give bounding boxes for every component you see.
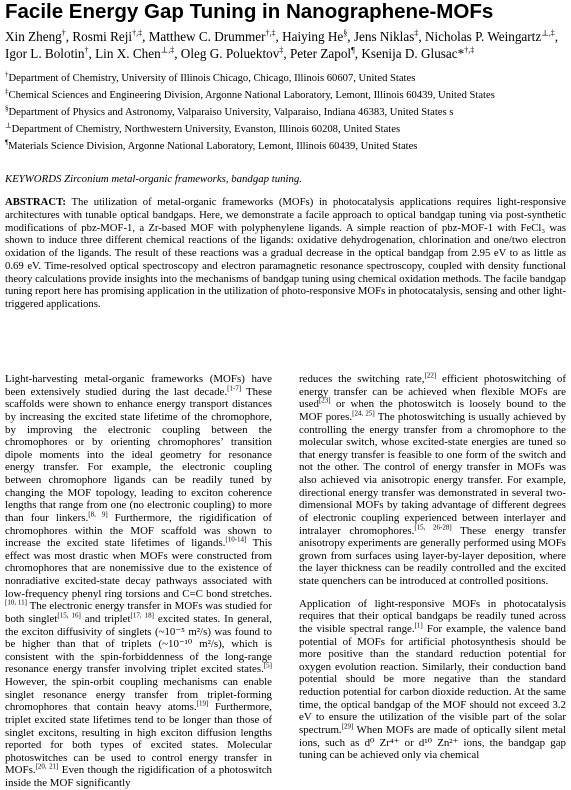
citation[interactable]: [15, 26-28]	[414, 522, 452, 531]
text-run: However, the spin-orbit coupling mechanisms can enable singlet resonance energy transfer from triplet-forming chromophores that contain heavy atoms.	[5, 676, 272, 714]
author-list: Xin Zheng†, Rosmi Reji†,‡, Matthew C. Drummer†,‡, Haiying He§, Jens Niklas‡, Nicholas P. Weingartz⊥,‡, Igor L. Bolotin†, Lin X. Chen⊥,‡, Oleg G. Poluektov‡, Peter Zapol¶, Ksenija D. Glusac*†,‡	[5, 28, 559, 61]
body-column-left	[5, 373, 272, 790]
citation[interactable]: [15, 16]	[57, 611, 81, 620]
text-run: and triplet	[80, 612, 131, 625]
author-affiliation-mark: §	[343, 28, 348, 38]
author-name: Haiying He	[282, 29, 344, 44]
author-affiliation-mark: ‡	[414, 28, 419, 38]
text-run: reduces the switching rate,	[299, 373, 425, 385]
affiliation-mark: †	[5, 70, 9, 79]
abstract-text: The utilization of metal-organic frameworks (MOFs) in photocatalysis applications requires light-responsive architectures with tunable optical bandgaps. Here, we demonstrate a facile approach to optical bandgap tuning via post-synthetic modifications of pbz-MOF-1, a Zr-based MOF with polyphenylene ligands. A simple reaction of pbz-MOF-1 with FeCl₃ was shown to induce three different chemical reactions of the ligands: oxidative dehydrogenation, chlorination and one/two electron oxidation of the ligands. The result of these reactions was a gradual decrease in the optical bandgap from 2.95 eV to as little as 0.69 eV. Time-resolved optical spectroscopy and electron paramagnetic resonance spectroscopy, coupled with density functional theory calculations provide insights into the mechanisms of bandgap tuning using chemical oxidation methods. The facile bandgap tuning report here has promising application in the utilization of photo-responsive MOFs in photocatalysis, sensing and other light-triggered applications.	[5, 196, 567, 310]
text-run: Furthermore, triplet excited state lifetimes tend to be longer than those of singlet excitons, resulting in high exciton diffusion lengths reported for both types of excited states. Molecular photoswitches can be used to control energy transfer in MOFs.	[5, 701, 272, 777]
author-name: Nicholas P. Weingartz	[424, 29, 542, 44]
author-affiliation-mark: ⊥,‡	[160, 45, 175, 55]
body-column-right	[299, 373, 566, 762]
affiliation	[5, 140, 565, 153]
text-run: When MOFs are made of optically silent metal ions, such as d⁰ Zr⁴⁺ or d¹⁰ Zn²⁺ ions, the bandgap gap tuning can be achieved only via chemical	[299, 723, 566, 762]
author-name: Matthew C. Drummer	[148, 29, 266, 44]
citation[interactable]: [19]	[196, 699, 209, 708]
text-run: These energy transfer anisotropy experiments are generally performed using MOFs grown from surfaces using layer-by-layer deposition, where the layer thickness can be readily controlled and the excited state quenchers can be introduced at controlled positions.	[299, 524, 566, 587]
citation[interactable]: [10, 11]	[5, 598, 27, 607]
keywords: KEYWORDS Zirconium metal-organic frameworks, bandgap tuning.	[5, 173, 303, 185]
citation[interactable]: [8, 9]	[88, 510, 108, 519]
affiliation-mark: ⊥	[5, 121, 12, 130]
paper-title: Facile Energy Gap Tuning in Nanographene-MOFs	[5, 0, 494, 23]
author-name: Igor L. Bolotin	[5, 46, 85, 61]
affiliation-mark: ¶	[5, 138, 9, 147]
text-run: The electronic energy transfer in MOFs was studied for both singlet	[5, 600, 272, 625]
text-run: The photoswitching is usually achieved by controlling the energy transfer from a chromophore to the molecular switch, whose excited-state energies are tuned so that energy transfer is feasible to one form of the switch and not the other. The control of energy transfer in MOFs was also achieved via anisotropic energy transfer. For example, directional energy transfer was demonstrated in several two-dimensional MOFs by taking advantage of different degrees of electronic coupling experienced between interlayer and intralayer chromophores.	[299, 410, 567, 537]
citation[interactable]: [23]	[318, 396, 331, 405]
affiliation-mark: ‡	[5, 87, 9, 96]
affiliation-text: Department of Chemistry, University of Illinois Chicago, Chicago, Illinois 60607, United States	[8, 73, 416, 84]
affiliation	[5, 72, 565, 85]
author-affiliation-mark: †	[61, 28, 66, 38]
abstract-label: ABSTRACT:	[5, 196, 66, 208]
affiliation-text: Department of Physics and Astronomy, Valparaiso University, Valparaiso, Indiana 46383, United States s	[8, 107, 454, 118]
author-name: Oleg G. Poluektov	[180, 46, 280, 61]
affiliation-text: Chemical Sciences and Engineering Division, Argonne National Laboratory, Lemont, Illinois 60439, United States	[8, 90, 495, 101]
text-run: excited states. In general, the exciton diffusivity of singlets (~10⁻⁵ m²/s) was found to be higher than that of triplets (~10⁻¹⁰ m²/s), which is consistent with the spin-forbiddenness of the long-range resonance energy transfer involving triplet excited states.	[5, 612, 272, 676]
affiliation-mark: §	[5, 104, 9, 113]
citation[interactable]: [24, 25]	[352, 409, 375, 418]
text-run: efficient photoswitching of energy transfer can be achieved when flexible MOFs are used	[299, 373, 566, 411]
paragraph	[299, 373, 566, 588]
citation[interactable]: [17, 18]	[130, 611, 154, 620]
affiliation	[5, 89, 565, 102]
author-name: Ksenija D. Glusac*	[361, 46, 465, 61]
text-run: or when the photoswitch is loosely bound to the MOF pores.	[299, 398, 566, 423]
author-name: Xin Zheng	[5, 29, 62, 44]
text-run: For example, the valence band potential of MOFs for artificial photosynthesis should be more positive than the standard reduction potential for oxygen evolution reaction. Similarly, their conduction band potential should be more negative than the standard reduction potential for carbon dioxide reduction. At the same time, the optical bandgap of the MOF should not exceed 3.2 eV to ensure the utilization of the visible part of the solar spectrum.	[299, 622, 566, 736]
paragraph	[299, 598, 566, 762]
paragraph	[5, 373, 272, 790]
author-affiliation-mark: †	[84, 45, 89, 55]
author-name: Lin X. Chen	[95, 46, 161, 61]
text-run: These scaffolds were shown to enhance energy transport distances by increasing the excited state lifetime of the chromophore, by improving the electronic coupling between the chromophores or by orienting chromophores’ transition dipole moments into the ideal geometry for resonance energy transfer. For example, the electronic coupling between chromophore ligands can be readily tuned by changing the MOF topology, leading to exciton coherence lengths that range from one (no electronic coupling) to more than four linkers.	[5, 385, 273, 524]
citation[interactable]: [5]	[263, 661, 272, 670]
affiliation-text: Materials Science Division, Argonne National Laboratory, Lemont, Illinois 60439, United States	[8, 141, 418, 152]
author-affiliation-mark: ¶	[351, 45, 355, 55]
author-affiliation-mark: †,‡	[132, 28, 143, 38]
text-run: This effect was most drastic when MOFs were constructed from chromophores that are nonemissive due to the existence of nonradiative excited-state decay pathways associated with low-frequency phenyl ring torsions and C=C bond stretches.	[5, 537, 272, 600]
affiliation-text: Department of Chemistry, Northwestern University, Evanston, Illinois 60208, United States	[11, 124, 401, 135]
affiliation	[5, 106, 565, 119]
citation[interactable]: [1]	[414, 621, 423, 630]
author-name: Peter Zapol	[289, 46, 352, 61]
citation[interactable]: [10-14]	[225, 535, 247, 544]
text-run: Furthermore, the rigidification of chromophores within the MOF scaffold was shown to increase the excited state lifetimes of ligands.	[5, 511, 273, 550]
author-affiliation-mark: ‡	[279, 45, 284, 55]
citation[interactable]: [29]	[341, 722, 354, 731]
affiliation	[5, 123, 565, 136]
author-affiliation-mark: †,‡	[265, 28, 276, 38]
abstract	[5, 196, 566, 346]
citation[interactable]: [22]	[424, 371, 437, 380]
citation[interactable]: [1-7]	[227, 384, 242, 392]
text-run: Light-harvesting metal-organic frameworks (MOFs) have been extensively studied during the last decade.	[5, 373, 272, 398]
author-affiliation-mark: ⊥,‡	[541, 28, 555, 38]
author-affiliation-mark: †,‡	[464, 45, 475, 55]
citation[interactable]: [20, 21]	[35, 762, 59, 771]
author-name: Rosmi Reji	[72, 29, 133, 44]
text-run: Application of light-responsive MOFs in photocatalysis requires that their optical bandgaps be readily tuned across the visible spectral range.	[299, 597, 566, 635]
text-run: Even though the rigidification of a photoswitch inside the MOF significantly	[5, 764, 272, 789]
author-name: Jens Niklas	[353, 29, 415, 44]
